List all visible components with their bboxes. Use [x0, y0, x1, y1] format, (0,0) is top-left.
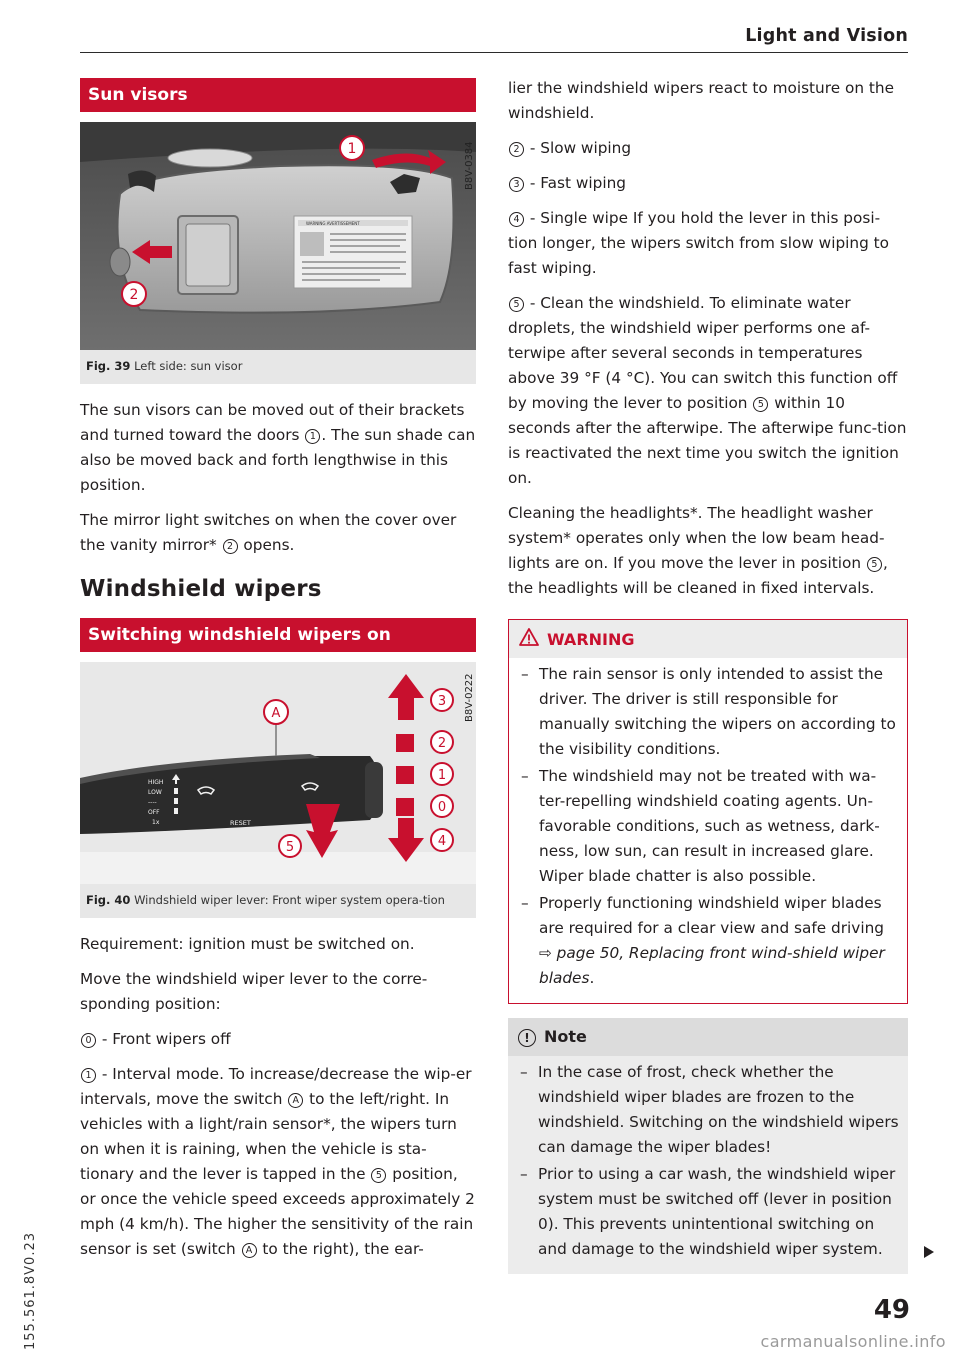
- circled-number: 5: [371, 1168, 386, 1183]
- sun-visors-heading: Sun visors: [80, 78, 476, 112]
- sticker-title: WARNING AVERTISSEMENT: [306, 221, 360, 226]
- headlights-paragraph: [508, 501, 908, 601]
- position-3: [508, 171, 908, 196]
- circled-number: 2: [509, 142, 524, 157]
- warning-list: [519, 662, 899, 991]
- note-title: Note: [544, 1027, 587, 1046]
- caption-text: Windshield wiper lever: Front wiper system opera-tion: [134, 893, 445, 907]
- figure-caption: [80, 884, 476, 918]
- para-text: to the right), the ear-: [257, 1240, 424, 1258]
- figure-code: B8V-0384: [464, 141, 475, 190]
- para-text: within 10 seconds after the afterwipe. The afterwipe func-tion is reactivated the next time you switch the ignition on.: [508, 394, 907, 487]
- circled-number: 0: [81, 1033, 96, 1048]
- position-0: [80, 1027, 476, 1052]
- para-text: - Single wipe If you hold the lever in this posi-tion longer, the wipers switch from slow wiping to fast wiping.: [508, 209, 890, 277]
- lever-label-low: LOW: [148, 789, 162, 796]
- callout-0: 0: [437, 800, 447, 815]
- callout-2: 2: [129, 287, 139, 303]
- warning-body: [509, 658, 907, 1003]
- circled-number: 1: [305, 429, 320, 444]
- side-code-text: 155.561.8V0.23: [23, 1232, 38, 1350]
- note-list: [518, 1060, 900, 1262]
- sun-visor-paragraph-2: [80, 508, 476, 558]
- figure-40: [80, 662, 476, 918]
- watermark: carmanualsonline.info: [760, 1332, 946, 1351]
- callout-1: 1: [437, 768, 447, 783]
- left-column: [80, 76, 476, 1262]
- lever-label-int: ----: [148, 799, 157, 806]
- warning-box: [508, 619, 908, 1004]
- para-text: , the headlights will be cleaned in fixed intervals.: [508, 554, 888, 597]
- page-number: 49: [873, 1295, 910, 1325]
- para-text: . The sun shade can also be moved back and forth lengthwise in this position.: [80, 426, 476, 494]
- para-text: to the left/right. In vehicles with a light/rain sensor*, the wipers turn on when it is raining, when the vehicle is sta-tionary and the lever is tapped in the: [80, 1090, 457, 1183]
- para-text: The mirror light switches on when the cover over the vanity mirror*: [80, 511, 457, 554]
- para-text: - Clean the windshield. To eliminate water droplets, the windshield wiper performs one af-terwipe after several seconds in temperatures above 39 °F (4 °C). You can switch this function off by moving the lever to position: [508, 294, 898, 412]
- circled-number: 3: [509, 177, 524, 192]
- wipers-heading: Switching windshield wipers on: [80, 618, 476, 652]
- note-body: [508, 1056, 908, 1274]
- para-text: - Interval mode. To increase/decrease the wip-er intervals, move the switch: [80, 1065, 472, 1108]
- info-circle-icon: !: [518, 1029, 536, 1047]
- position-4: [508, 206, 908, 281]
- callout-1: 1: [347, 141, 357, 157]
- para-text: Properly functioning windshield wiper blades are required for a clear view and safe driving: [539, 894, 884, 937]
- callout-a: A: [271, 706, 281, 721]
- list-item: – Prior to using a car wash, the windshield wiper system must be switched off (lever in position 0). This prevents unintentional switching on and damage to the windshield wiper system.: [518, 1162, 900, 1262]
- section-title: Windshield wipers: [80, 576, 322, 602]
- lever-label-1x: 1x: [152, 819, 160, 826]
- circled-number: 5: [509, 297, 524, 312]
- lever-label-reset: RESET: [230, 819, 251, 827]
- right-column: [508, 76, 908, 1274]
- callout-2: 2: [437, 736, 447, 751]
- caption-text: Left side: sun visor: [134, 359, 243, 373]
- caption-label: Fig. 40: [86, 893, 131, 907]
- circled-number: 5: [753, 397, 768, 412]
- warning-triangle-icon: [519, 628, 539, 646]
- lever-label-high: HIGH: [148, 779, 164, 786]
- note-box: [508, 1018, 908, 1274]
- circled-number: 4: [509, 212, 524, 227]
- move-instruction: Move the windshield wiper lever to the corre-sponding position:: [80, 970, 428, 1013]
- header-rule: [80, 52, 908, 53]
- sun-visor-illustration: [80, 122, 476, 350]
- circled-number: 2: [223, 539, 238, 554]
- lever-label-off: OFF: [148, 809, 160, 816]
- running-header: Light and Vision: [745, 26, 908, 46]
- note-header: [508, 1018, 908, 1056]
- position-2: [508, 136, 908, 161]
- caption-label: Fig. 39: [86, 359, 131, 373]
- circled-letter: A: [288, 1093, 303, 1108]
- requirement-text: Requirement: ignition must be switched on.: [80, 935, 415, 953]
- callout-5: 5: [285, 840, 295, 855]
- circled-number: 5: [867, 557, 882, 572]
- para-text: Cleaning the headlights*. The headlight washer system* operates only when the low beam head-lights are on. If you move the lever in position: [508, 504, 885, 572]
- circled-number: 1: [81, 1068, 96, 1083]
- warning-title: WARNING: [547, 630, 635, 649]
- page-reference-link[interactable]: ⇨ page 50, Replacing front wind-shield wiper blades: [539, 944, 885, 987]
- warning-header: [509, 620, 907, 658]
- position-1-continued: lier the windshield wipers react to moisture on the windshield.: [508, 79, 894, 122]
- list-item: [519, 891, 899, 991]
- figure-39: [80, 122, 476, 384]
- figure-code: B8V-0222: [464, 673, 475, 722]
- position-1: [80, 1062, 476, 1262]
- wiper-lever-illustration: [80, 662, 476, 884]
- para-text: - Front wipers off: [97, 1030, 231, 1048]
- para-text: - Fast wiping: [525, 174, 626, 192]
- side-code: [22, 1230, 44, 1350]
- position-5: [508, 291, 908, 491]
- callout-4: 4: [437, 834, 447, 849]
- sun-visor-paragraph-1: [80, 398, 476, 498]
- list-item: – The windshield may not be treated with wa-ter-repelling windshield coating agents. Un-favorable conditions, such as wetness, dark-ness, low sun, can result in increased glare. Wiper blade chatter is also possible.: [519, 764, 899, 889]
- para-text: The sun visors can be moved out of their brackets and turned toward the doors: [80, 401, 465, 444]
- circled-letter: A: [242, 1243, 257, 1258]
- para-text: .: [589, 969, 595, 987]
- callout-3: 3: [437, 694, 447, 709]
- para-text: opens.: [238, 536, 295, 554]
- para-text: position, or once the vehicle speed exceeds approximately 2 mph (4 km/h). The higher the sensitivity of the rain sensor is set (switch: [80, 1165, 475, 1258]
- para-text: - Slow wiping: [525, 139, 632, 157]
- figure-caption: [80, 350, 476, 384]
- list-item: – In the case of frost, check whether the windshield wiper blades are frozen to the windshield. Switching on the windshield wipers can damage the wiper blades!: [518, 1060, 900, 1160]
- continue-arrow-icon: [924, 1246, 934, 1258]
- list-item: – The rain sensor is only intended to assist the driver. The driver is still responsible for manually switching the wipers on according to the visibility conditions.: [519, 662, 899, 762]
